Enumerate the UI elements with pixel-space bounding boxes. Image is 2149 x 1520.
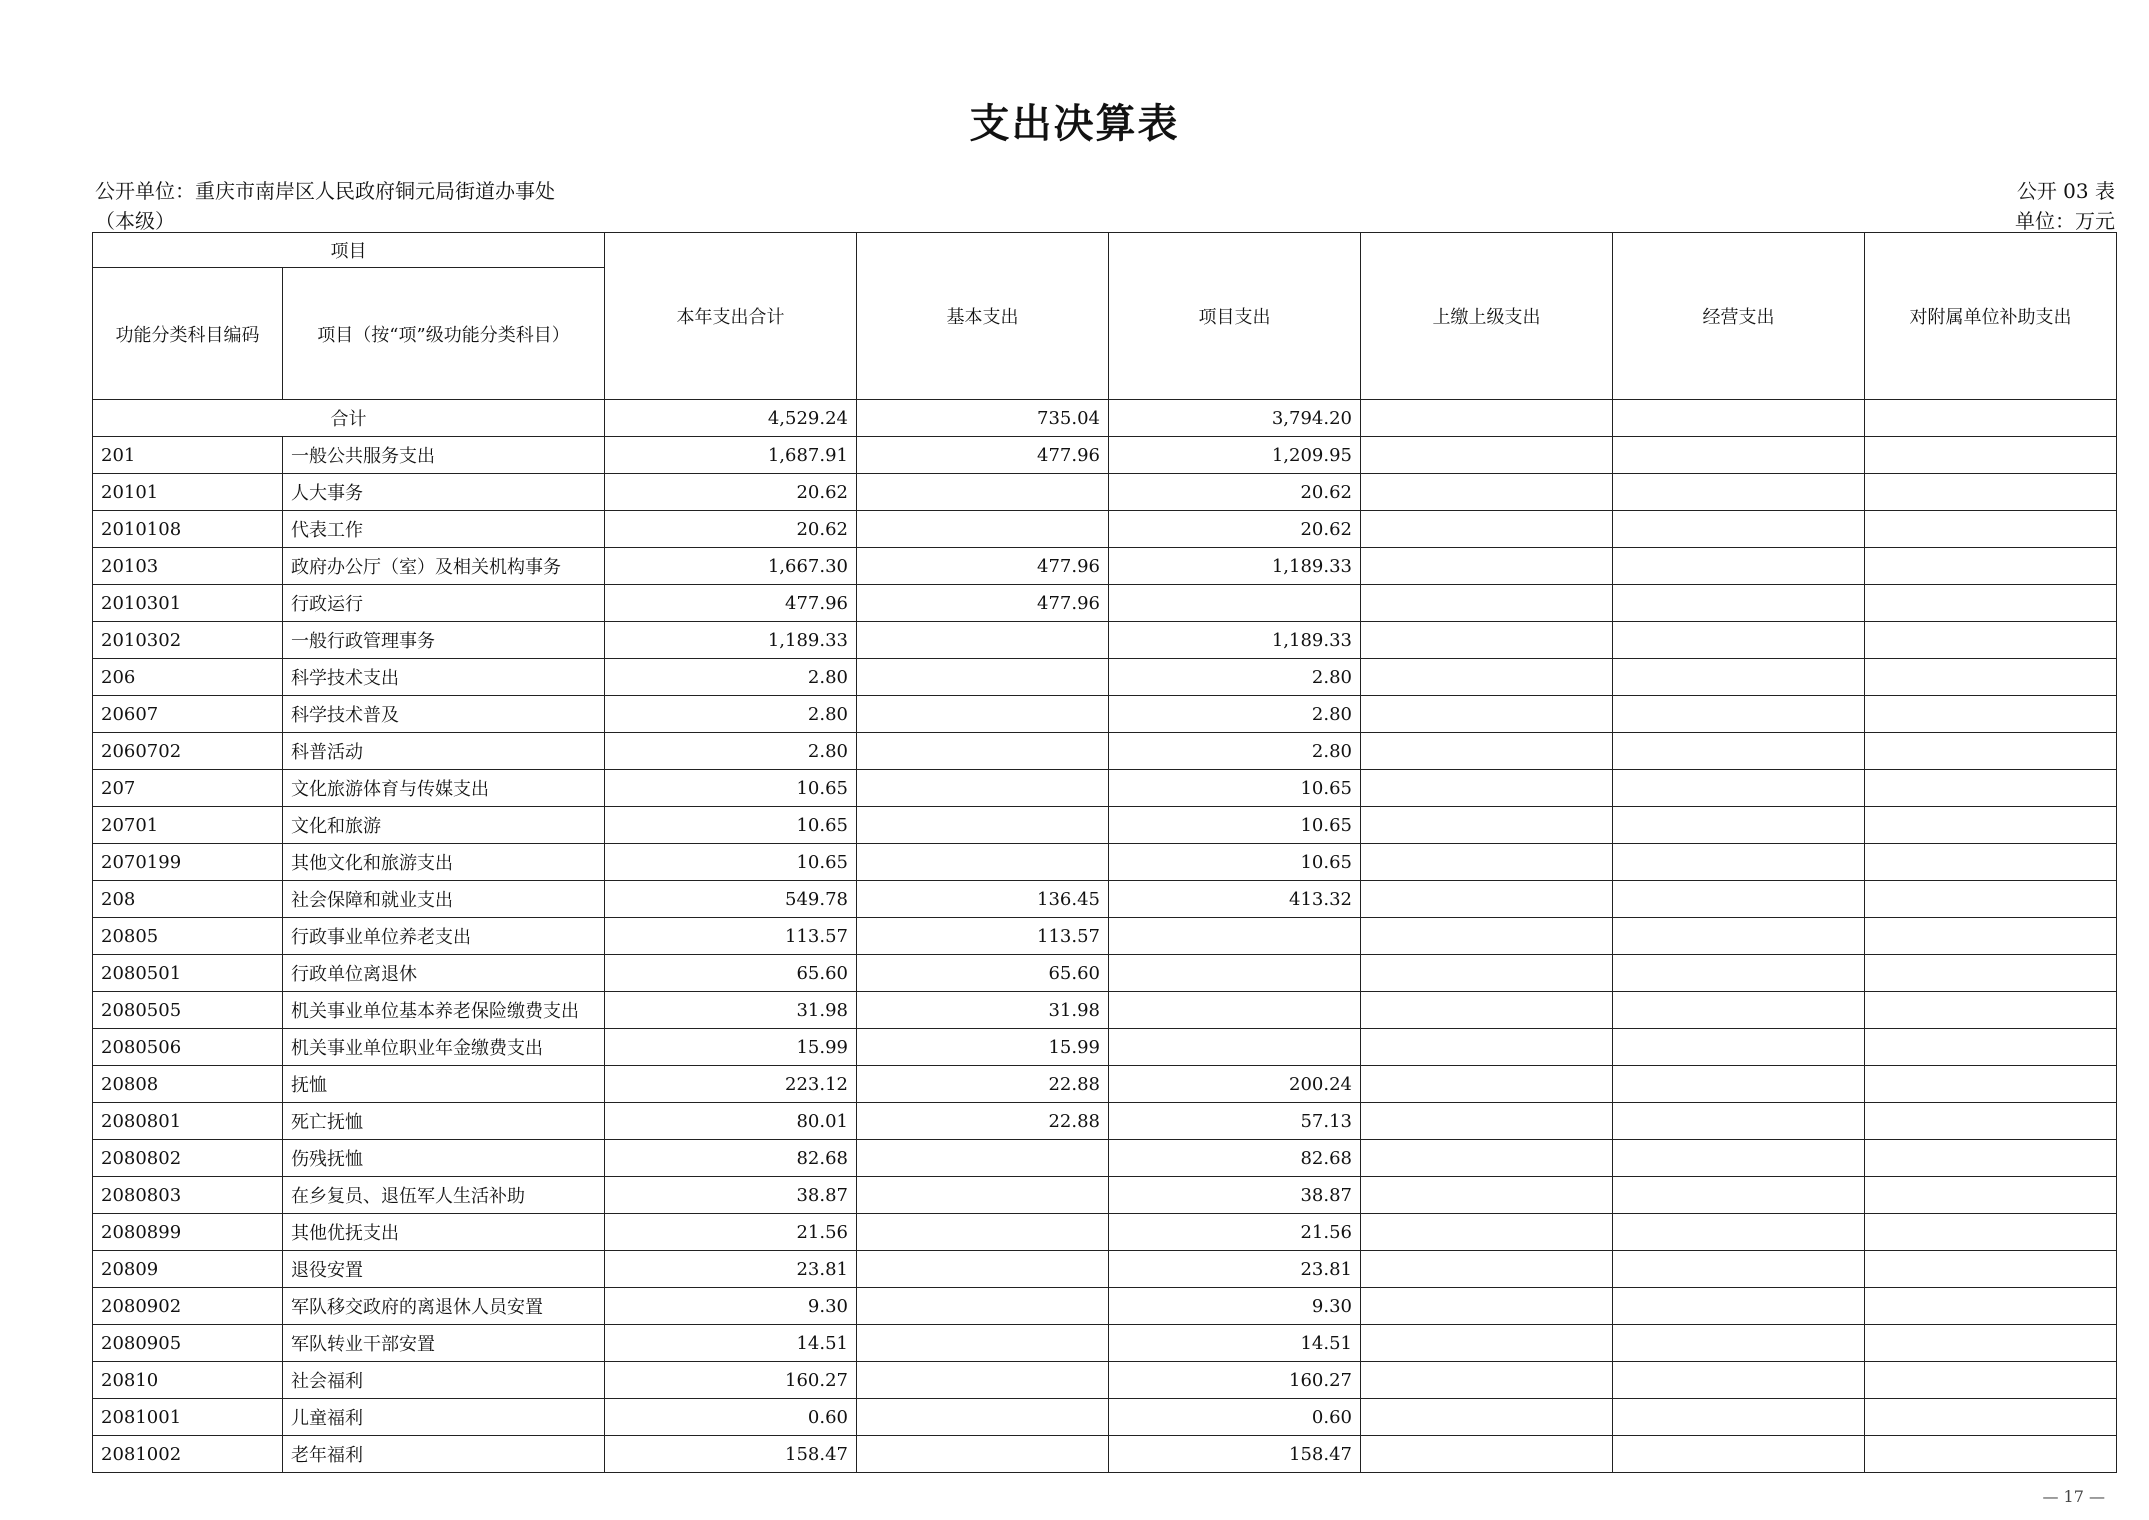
cell-basic: [857, 770, 1109, 807]
cell-item: 38.87: [1109, 1177, 1361, 1214]
cell-item: 413.32: [1109, 881, 1361, 918]
cell-subsidy: [1865, 1288, 2117, 1325]
cell-subsidy: [1865, 918, 2117, 955]
cell-code: 208: [93, 881, 283, 918]
cell-name: 儿童福利: [283, 1399, 605, 1436]
cell-upper: [1361, 918, 1613, 955]
cell-item: [1109, 585, 1361, 622]
cell-subsidy: [1865, 1325, 2117, 1362]
cell-upper: [1361, 733, 1613, 770]
total-cell-item: 3,794.20: [1109, 400, 1361, 437]
cell-name: 代表工作: [283, 511, 605, 548]
cell-total: 113.57: [605, 918, 857, 955]
cell-total: 38.87: [605, 1177, 857, 1214]
cell-item: 21.56: [1109, 1214, 1361, 1251]
cell-total: 0.60: [605, 1399, 857, 1436]
cell-total: 1,189.33: [605, 622, 857, 659]
table-row: [93, 1214, 2117, 1251]
cell-total: 549.78: [605, 881, 857, 918]
cell-business: [1613, 696, 1865, 733]
header-total: 本年支出合计: [605, 233, 857, 400]
table-row: [93, 955, 2117, 992]
table-row: [93, 844, 2117, 881]
cell-item: 9.30: [1109, 1288, 1361, 1325]
expenditure-table: [92, 232, 2117, 1473]
cell-name: 政府办公厅（室）及相关机构事务: [283, 548, 605, 585]
cell-basic: [857, 1251, 1109, 1288]
table-row: [93, 1436, 2117, 1473]
cell-basic: [857, 1325, 1109, 1362]
cell-name: 一般公共服务支出: [283, 437, 605, 474]
cell-name: 行政运行: [283, 585, 605, 622]
cell-basic: [857, 474, 1109, 511]
cell-name: 其他文化和旅游支出: [283, 844, 605, 881]
cell-code: 20103: [93, 548, 283, 585]
cell-upper: [1361, 622, 1613, 659]
cell-upper: [1361, 807, 1613, 844]
table-row: [93, 807, 2117, 844]
cell-business: [1613, 881, 1865, 918]
cell-business: [1613, 918, 1865, 955]
cell-upper: [1361, 1214, 1613, 1251]
header-business: 经营支出: [1613, 233, 1865, 400]
cell-item: 1,189.33: [1109, 548, 1361, 585]
cell-code: 2080801: [93, 1103, 283, 1140]
cell-item: 20.62: [1109, 474, 1361, 511]
cell-item: 82.68: [1109, 1140, 1361, 1177]
total-cell-total: 4,529.24: [605, 400, 857, 437]
header-code: 功能分类科目编码: [93, 268, 283, 400]
total-cell-basic: 735.04: [857, 400, 1109, 437]
cell-total: 31.98: [605, 992, 857, 1029]
table-row: [93, 918, 2117, 955]
cell-code: 2080905: [93, 1325, 283, 1362]
cell-item: 10.65: [1109, 807, 1361, 844]
cell-item: 20.62: [1109, 511, 1361, 548]
cell-business: [1613, 1066, 1865, 1103]
table-row: [93, 881, 2117, 918]
cell-subsidy: [1865, 733, 2117, 770]
cell-business: [1613, 1436, 1865, 1473]
cell-upper: [1361, 1251, 1613, 1288]
cell-name: 军队转业干部安置: [283, 1325, 605, 1362]
cell-item: 0.60: [1109, 1399, 1361, 1436]
header-basic: 基本支出: [857, 233, 1109, 400]
cell-total: 14.51: [605, 1325, 857, 1362]
cell-business: [1613, 955, 1865, 992]
cell-name: 社会保障和就业支出: [283, 881, 605, 918]
cell-business: [1613, 1399, 1865, 1436]
table-row: [93, 548, 2117, 585]
cell-upper: [1361, 437, 1613, 474]
cell-name: 行政单位离退休: [283, 955, 605, 992]
cell-business: [1613, 1325, 1865, 1362]
cell-subsidy: [1865, 807, 2117, 844]
cell-basic: 15.99: [857, 1029, 1109, 1066]
cell-name: 军队移交政府的离退休人员安置: [283, 1288, 605, 1325]
table-row: [93, 1029, 2117, 1066]
table-row: [93, 585, 2117, 622]
cell-name: 在乡复员、退伍军人生活补助: [283, 1177, 605, 1214]
table-body: [93, 400, 2117, 1473]
cell-subsidy: [1865, 1029, 2117, 1066]
cell-total: 15.99: [605, 1029, 857, 1066]
cell-business: [1613, 659, 1865, 696]
cell-total: 80.01: [605, 1103, 857, 1140]
cell-upper: [1361, 1399, 1613, 1436]
cell-upper: [1361, 1362, 1613, 1399]
cell-item: 2.80: [1109, 733, 1361, 770]
cell-upper: [1361, 1177, 1613, 1214]
cell-code: 2060702: [93, 733, 283, 770]
cell-basic: [857, 1288, 1109, 1325]
cell-code: 207: [93, 770, 283, 807]
cell-upper: [1361, 770, 1613, 807]
cell-upper: [1361, 659, 1613, 696]
cell-subsidy: [1865, 1251, 2117, 1288]
table-row: [93, 696, 2117, 733]
cell-business: [1613, 548, 1865, 585]
cell-total: 477.96: [605, 585, 857, 622]
cell-name: 死亡抚恤: [283, 1103, 605, 1140]
table-row: [93, 659, 2117, 696]
unit-line: [95, 175, 555, 204]
cell-upper: [1361, 844, 1613, 881]
cell-business: [1613, 1288, 1865, 1325]
cell-subsidy: [1865, 1399, 2117, 1436]
cell-business: [1613, 1362, 1865, 1399]
cell-upper: [1361, 1029, 1613, 1066]
total-cell-subsidy: [1865, 400, 2117, 437]
cell-item: 200.24: [1109, 1066, 1361, 1103]
cell-basic: [857, 511, 1109, 548]
cell-business: [1613, 585, 1865, 622]
cell-code: 20805: [93, 918, 283, 955]
cell-code: 20701: [93, 807, 283, 844]
cell-code: 2081002: [93, 1436, 283, 1473]
page-number: — 17 —: [2042, 1487, 2105, 1506]
cell-upper: [1361, 955, 1613, 992]
cell-name: 一般行政管理事务: [283, 622, 605, 659]
cell-subsidy: [1865, 1214, 2117, 1251]
cell-item: 1,209.95: [1109, 437, 1361, 474]
cell-name: 退役安置: [283, 1251, 605, 1288]
cell-code: 20810: [93, 1362, 283, 1399]
cell-code: 2080501: [93, 955, 283, 992]
cell-item: [1109, 918, 1361, 955]
cell-total: 223.12: [605, 1066, 857, 1103]
cell-name: 其他优抚支出: [283, 1214, 605, 1251]
cell-basic: [857, 622, 1109, 659]
table-row: [93, 1103, 2117, 1140]
total-label: 合计: [93, 400, 605, 437]
cell-code: 2080506: [93, 1029, 283, 1066]
cell-upper: [1361, 1288, 1613, 1325]
cell-upper: [1361, 992, 1613, 1029]
cell-total: 2.80: [605, 733, 857, 770]
table-header: [93, 233, 2117, 400]
cell-code: 206: [93, 659, 283, 696]
currency-unit: 单位：万元: [2015, 209, 2115, 233]
cell-upper: [1361, 585, 1613, 622]
cell-code: 2080899: [93, 1214, 283, 1251]
cell-upper: [1361, 511, 1613, 548]
cell-upper: [1361, 474, 1613, 511]
cell-subsidy: [1865, 474, 2117, 511]
cell-basic: [857, 844, 1109, 881]
cell-name: 科普活动: [283, 733, 605, 770]
cell-business: [1613, 770, 1865, 807]
cell-item: 23.81: [1109, 1251, 1361, 1288]
cell-total: 2.80: [605, 659, 857, 696]
cell-name: 科学技术普及: [283, 696, 605, 733]
form-number: 公开 03 表: [2016, 179, 2115, 203]
cell-subsidy: [1865, 770, 2117, 807]
cell-basic: [857, 1362, 1109, 1399]
cell-upper: [1361, 1103, 1613, 1140]
cell-item: 1,189.33: [1109, 622, 1361, 659]
cell-subsidy: [1865, 955, 2117, 992]
table-row: [93, 1288, 2117, 1325]
unit-name: 重庆市南岸区人民政府铜元局街道办事处: [195, 179, 555, 203]
cell-subsidy: [1865, 622, 2117, 659]
cell-basic: 65.60: [857, 955, 1109, 992]
cell-basic: [857, 659, 1109, 696]
table-row: [93, 1177, 2117, 1214]
cell-business: [1613, 992, 1865, 1029]
cell-code: 201: [93, 437, 283, 474]
cell-total: 21.56: [605, 1214, 857, 1251]
table-row: [93, 437, 2117, 474]
cell-upper: [1361, 1325, 1613, 1362]
cell-subsidy: [1865, 881, 2117, 918]
cell-upper: [1361, 548, 1613, 585]
cell-item: 57.13: [1109, 1103, 1361, 1140]
cell-total: 160.27: [605, 1362, 857, 1399]
cell-subsidy: [1865, 1362, 2117, 1399]
cell-code: 2010302: [93, 622, 283, 659]
cell-business: [1613, 1251, 1865, 1288]
cell-code: 20607: [93, 696, 283, 733]
cell-total: 10.65: [605, 844, 857, 881]
cell-business: [1613, 1214, 1865, 1251]
cell-subsidy: [1865, 1066, 2117, 1103]
cell-basic: 477.96: [857, 585, 1109, 622]
cell-total: 10.65: [605, 807, 857, 844]
cell-subsidy: [1865, 1103, 2117, 1140]
table-row: [93, 1399, 2117, 1436]
cell-business: [1613, 511, 1865, 548]
cell-total: 23.81: [605, 1251, 857, 1288]
cell-subsidy: [1865, 1436, 2117, 1473]
cell-basic: 477.96: [857, 437, 1109, 474]
cell-total: 65.60: [605, 955, 857, 992]
cell-subsidy: [1865, 1177, 2117, 1214]
cell-upper: [1361, 881, 1613, 918]
cell-item: 10.65: [1109, 770, 1361, 807]
cell-total: 20.62: [605, 474, 857, 511]
cell-code: 2081001: [93, 1399, 283, 1436]
cell-name: 机关事业单位基本养老保险缴费支出: [283, 992, 605, 1029]
cell-basic: [857, 807, 1109, 844]
table-row: [93, 474, 2117, 511]
cell-subsidy: [1865, 696, 2117, 733]
cell-total: 1,687.91: [605, 437, 857, 474]
cell-upper: [1361, 1436, 1613, 1473]
cell-business: [1613, 1177, 1865, 1214]
table-row: [93, 992, 2117, 1029]
table-row: [93, 1325, 2117, 1362]
cell-upper: [1361, 1140, 1613, 1177]
cell-subsidy: [1865, 844, 2117, 881]
cell-basic: [857, 1140, 1109, 1177]
cell-code: 2010301: [93, 585, 283, 622]
cell-upper: [1361, 1066, 1613, 1103]
cell-item: 2.80: [1109, 696, 1361, 733]
cell-business: [1613, 844, 1865, 881]
cell-total: 82.68: [605, 1140, 857, 1177]
cell-basic: [857, 696, 1109, 733]
cell-subsidy: [1865, 437, 2117, 474]
cell-total: 1,667.30: [605, 548, 857, 585]
cell-business: [1613, 733, 1865, 770]
cell-item: [1109, 992, 1361, 1029]
cell-subsidy: [1865, 548, 2117, 585]
header-subsidy: 对附属单位补助支出: [1865, 233, 2117, 400]
cell-item: [1109, 955, 1361, 992]
cell-basic: [857, 1399, 1109, 1436]
table-row: [93, 733, 2117, 770]
cell-name: 行政事业单位养老支出: [283, 918, 605, 955]
cell-code: 2080802: [93, 1140, 283, 1177]
cell-name: 抚恤: [283, 1066, 605, 1103]
table-row: [93, 1362, 2117, 1399]
cell-name: 文化和旅游: [283, 807, 605, 844]
total-row: [93, 400, 2117, 437]
cell-item: 10.65: [1109, 844, 1361, 881]
total-cell-upper: [1361, 400, 1613, 437]
cell-subsidy: [1865, 659, 2117, 696]
cell-code: 20808: [93, 1066, 283, 1103]
cell-basic: [857, 733, 1109, 770]
cell-business: [1613, 1140, 1865, 1177]
cell-basic: 113.57: [857, 918, 1109, 955]
cell-subsidy: [1865, 992, 2117, 1029]
unit-label: 公开单位：: [95, 179, 195, 203]
table-row: [93, 622, 2117, 659]
document-title: 支出决算表: [969, 100, 1180, 147]
cell-name: 科学技术支出: [283, 659, 605, 696]
cell-item: 2.80: [1109, 659, 1361, 696]
cell-basic: [857, 1436, 1109, 1473]
cell-code: 2070199: [93, 844, 283, 881]
cell-business: [1613, 1029, 1865, 1066]
cell-item: 14.51: [1109, 1325, 1361, 1362]
cell-item: 160.27: [1109, 1362, 1361, 1399]
cell-item: [1109, 1029, 1361, 1066]
cell-name: 社会福利: [283, 1362, 605, 1399]
cell-subsidy: [1865, 585, 2117, 622]
cell-name: 文化旅游体育与传媒支出: [283, 770, 605, 807]
table-row: [93, 1066, 2117, 1103]
cell-name: 伤残抚恤: [283, 1140, 605, 1177]
table-row: [93, 1251, 2117, 1288]
table-row: [93, 770, 2117, 807]
header-project: 项目: [93, 233, 605, 268]
cell-total: 2.80: [605, 696, 857, 733]
cell-code: 2010108: [93, 511, 283, 548]
cell-code: 2080505: [93, 992, 283, 1029]
total-cell-business: [1613, 400, 1865, 437]
header-upper: 上缴上级支出: [1361, 233, 1613, 400]
cell-business: [1613, 807, 1865, 844]
header-name: 项目（按“项”级功能分类科目）: [283, 268, 605, 400]
cell-upper: [1361, 696, 1613, 733]
cell-total: 20.62: [605, 511, 857, 548]
cell-business: [1613, 474, 1865, 511]
table-row: [93, 1140, 2117, 1177]
cell-item: 158.47: [1109, 1436, 1361, 1473]
unit-level: （本级）: [95, 209, 175, 233]
cell-business: [1613, 1103, 1865, 1140]
cell-subsidy: [1865, 1140, 2117, 1177]
cell-name: 老年福利: [283, 1436, 605, 1473]
cell-subsidy: [1865, 511, 2117, 548]
cell-basic: [857, 1177, 1109, 1214]
cell-basic: 22.88: [857, 1066, 1109, 1103]
table-row: [93, 511, 2117, 548]
header-item: 项目支出: [1109, 233, 1361, 400]
cell-business: [1613, 622, 1865, 659]
cell-total: 10.65: [605, 770, 857, 807]
cell-business: [1613, 437, 1865, 474]
cell-basic: 477.96: [857, 548, 1109, 585]
cell-total: 158.47: [605, 1436, 857, 1473]
cell-basic: [857, 1214, 1109, 1251]
cell-code: 2080803: [93, 1177, 283, 1214]
cell-code: 20809: [93, 1251, 283, 1288]
cell-code: 2080902: [93, 1288, 283, 1325]
cell-name: 机关事业单位职业年金缴费支出: [283, 1029, 605, 1066]
cell-code: 20101: [93, 474, 283, 511]
cell-basic: 136.45: [857, 881, 1109, 918]
cell-basic: 31.98: [857, 992, 1109, 1029]
cell-basic: 22.88: [857, 1103, 1109, 1140]
cell-name: 人大事务: [283, 474, 605, 511]
cell-total: 9.30: [605, 1288, 857, 1325]
